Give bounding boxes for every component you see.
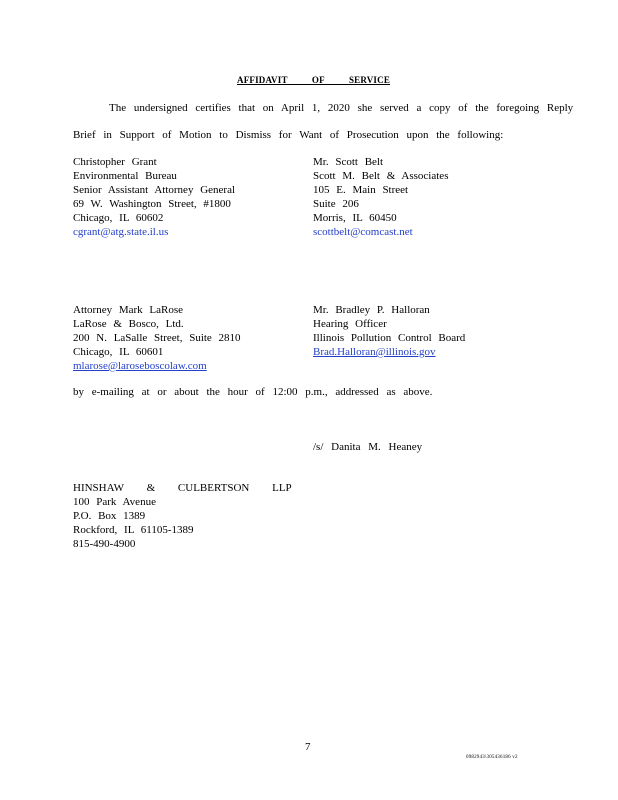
recipient-email-link[interactable]: Brad.Halloran@illinois.gov <box>313 346 436 358</box>
recipient-street: 105 E. Main Street <box>313 184 409 196</box>
page-number: 7 <box>305 741 311 753</box>
body-line-1: The undersigned certifies that on April 1, 2020 she served a copy of the foregoing Reply <box>109 102 574 114</box>
firm-phone: 815-490-4900 <box>73 538 136 550</box>
recipient-grant <box>73 155 235 239</box>
signature: /s/ Danita M. Heaney <box>313 441 423 453</box>
recipient-name: Mr. Scott Belt <box>313 156 384 168</box>
recipient-email-link[interactable]: scottbelt@comcast.net <box>313 226 413 238</box>
recipient-name: Christopher Grant <box>73 156 157 168</box>
recipient-city: Chicago, IL 60602 <box>73 212 164 224</box>
document-code: 0982943\305436186 v2 <box>466 755 518 760</box>
recipient-larose <box>73 303 241 373</box>
firm-po-box: P.O. Box 1389 <box>73 510 146 522</box>
recipient-street: 69 W. Washington Street, #1800 <box>73 198 231 210</box>
recipient-belt <box>313 155 448 239</box>
recipient-name: Attorney Mark LaRose <box>73 304 184 316</box>
recipient-firm: Scott M. Belt & Associates <box>313 170 449 182</box>
recipient-org: Environmental Bureau <box>73 170 177 182</box>
service-method: by e-mailing at or about the hour of 12:00 p.m., addressed as above. <box>73 386 433 398</box>
firm-street: 100 Park Avenue <box>73 496 156 508</box>
recipient-street: 200 N. LaSalle Street, Suite 2810 <box>73 332 241 344</box>
recipient-city: Morris, IL 60450 <box>313 212 397 224</box>
firm-city: Rockford, IL 61105-1389 <box>73 524 194 536</box>
recipient-firm: LaRose & Bosco, Ltd. <box>73 318 184 330</box>
firm-name: HINSHAW & CULBERTSON LLP <box>73 482 292 494</box>
recipient-role: Hearing Officer <box>313 318 387 330</box>
recipient-email-link[interactable]: mlarose@laroseboscolaw.com <box>73 360 207 372</box>
body-line-2: Brief in Support of Motion to Dismiss for Want of Prosecution upon the following: <box>73 129 504 141</box>
recipient-email-link[interactable]: cgrant@atg.state.il.us <box>73 226 169 238</box>
recipient-suite: Suite 206 <box>313 198 359 210</box>
recipient-city: Chicago, IL 60601 <box>73 346 164 358</box>
recipient-halloran <box>313 303 465 359</box>
recipient-agency: Illinois Pollution Control Board <box>313 332 466 344</box>
document-title: AFFIDAVIT OF SERVICE <box>237 75 391 85</box>
recipient-name: Mr. Bradley P. Halloran <box>313 304 430 316</box>
recipient-role: Senior Assistant Attorney General <box>73 184 236 196</box>
firm-block <box>73 481 292 551</box>
